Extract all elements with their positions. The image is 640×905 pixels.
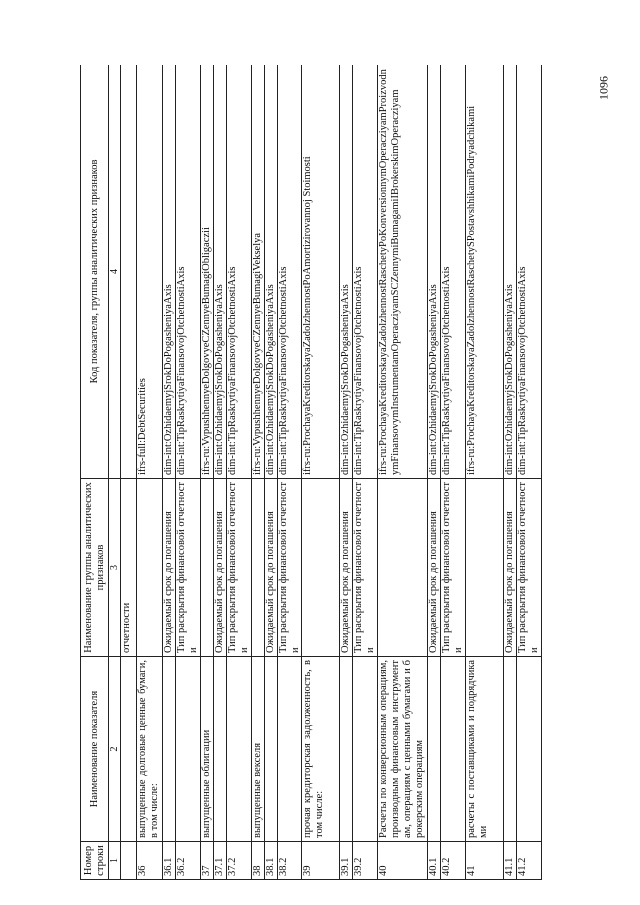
table-row	[428, 65, 441, 880]
header-group-name: Наименование группы аналитических признаков	[81, 479, 109, 657]
cell-indicator-name: выпущенные векселя	[251, 657, 264, 842]
cell-code: dim-int:TipRaskrytiyaFinansovojOtchetnostiAxis	[516, 65, 541, 479]
table-row	[163, 65, 176, 880]
cell-row-number: 40.1	[428, 842, 441, 880]
cell-indicator-name	[516, 657, 541, 842]
cell-code: dim-int:OzhidaemyjSrokDoPogasheniyaAxis	[428, 65, 441, 479]
cell-group-name	[137, 479, 163, 657]
cell-group-name: Ожидаемый срок до погашения	[214, 479, 227, 657]
cell-indicator-name	[264, 657, 277, 842]
header-code: Код показателя, группы аналитических признаков	[81, 65, 109, 479]
rotated-table-container	[80, 65, 578, 880]
cell-indicator-name	[340, 657, 353, 842]
cell-code: dim-int:TipRaskrytiyaFinansovojOtchetnostiAxis	[353, 65, 378, 479]
cell-row-number: 39.2	[353, 842, 378, 880]
cell-code: dim-int:TipRaskrytiyaFinansovojOtchetnostiAxis	[277, 65, 302, 479]
cell-row-number: 38.1	[264, 842, 277, 880]
cell-code: ifrs-full:DebtSecurities	[137, 65, 163, 479]
cell-code: dim-int:TipRaskrytiyaFinansovojOtchetnostiAxis	[441, 65, 466, 479]
cell-row-number: 38	[251, 842, 264, 880]
cell-group-name: Тип раскрытия финансовой отчетности	[353, 479, 378, 657]
cell-group-name	[378, 479, 428, 657]
table-row	[121, 65, 137, 880]
table-row	[302, 65, 340, 880]
cell-indicator-name	[163, 657, 176, 842]
cell-row-number: 38.2	[277, 842, 302, 880]
cell-code: ifrs-ru:ProchayaKreditorskayaZadolzhennostRaschetySPostavshhikamiPodryadchikami	[465, 65, 503, 479]
cell-row-number: 37.2	[227, 842, 252, 880]
cell-group-name: Ожидаемый срок до погашения	[503, 479, 516, 657]
cell-row-number: 41	[465, 842, 503, 880]
cell-group-name: Ожидаемый срок до погашения	[264, 479, 277, 657]
cell-indicator-name	[503, 657, 516, 842]
cell-indicator-name: прочая кредиторская задолженность, в том числе:	[302, 657, 340, 842]
table-row	[137, 65, 163, 880]
table-row	[378, 65, 428, 880]
cell-indicator-name	[428, 657, 441, 842]
cell-code: dim-int:OzhidaemyjSrokDoPogasheniyaAxis	[163, 65, 176, 479]
cell-row-number	[121, 842, 137, 880]
table-row	[503, 65, 516, 880]
cell-row-number: 41.1	[503, 842, 516, 880]
header-indicator-name: Наименование показателя	[81, 657, 109, 842]
cell-indicator-name: Расчеты по конверсионным операциям, производным финансовым инструментам, операциям с ценными бумагами и брокерским операциям	[378, 657, 428, 842]
cell-code: ifrs-ru:ProchayaKreditorskayaZadolzhennostPoAmortizirovannoj Stoimosti	[302, 65, 340, 479]
cell-row-number: 40	[378, 842, 428, 880]
cell-group-name: Ожидаемый срок до погашения	[428, 479, 441, 657]
cell-code: dim-int:TipRaskrytiyaFinansovojOtchetnostiAxis	[227, 65, 252, 479]
cell-row-number: 37	[201, 842, 214, 880]
header-row-number: Номер строки	[81, 842, 109, 880]
cell-code: dim-int:OzhidaemyjSrokDoPogasheniyaAxis	[264, 65, 277, 479]
cell-indicator-name: расчеты с поставщиками и подрядчиками	[465, 657, 503, 842]
cell-code: ifrs-ru:ProchayaKreditorskayaZadolzhennostRaschetyPoKonversionnymOperacziyamProizvodnymFinansovymInstrumentamOperacziyamSCZennymiBumagamiIBrokerskimOperacziyam	[378, 65, 428, 479]
cell-code: ifrs-ru:VypushhennyeDolgovyeCZennyeBumagiVekselya	[251, 65, 264, 479]
page-number: 1096	[596, 76, 611, 100]
table-row	[353, 65, 378, 880]
cell-code: dim-int:TipRaskrytiyaFinansovojOtchetnostiAxis	[176, 65, 201, 479]
cell-indicator-name	[121, 657, 137, 842]
cell-indicator-name	[227, 657, 252, 842]
cell-group-name	[201, 479, 214, 657]
cell-group-name	[302, 479, 340, 657]
cell-indicator-name	[214, 657, 227, 842]
cell-group-name: отчетности	[121, 479, 137, 657]
table-header	[81, 65, 121, 880]
cell-code	[121, 65, 137, 479]
table-row	[201, 65, 214, 880]
table-row	[340, 65, 353, 880]
cell-group-name: Ожидаемый срок до погашения	[340, 479, 353, 657]
cell-group-name	[251, 479, 264, 657]
cell-code: dim-int:OzhidaemyjSrokDoPogasheniyaAxis	[340, 65, 353, 479]
cell-group-name: Ожидаемый срок до погашения	[163, 479, 176, 657]
cell-indicator-name	[277, 657, 302, 842]
cell-code: dim-int:OzhidaemyjSrokDoPogasheniyaAxis	[214, 65, 227, 479]
cell-row-number: 39	[302, 842, 340, 880]
cell-row-number: 36.1	[163, 842, 176, 880]
cell-row-number: 36.2	[176, 842, 201, 880]
cell-group-name: Тип раскрытия финансовой отчетности	[227, 479, 252, 657]
cell-row-number: 37.1	[214, 842, 227, 880]
column-number: 1	[109, 842, 121, 880]
cell-group-name: Тип раскрытия финансовой отчетности	[441, 479, 466, 657]
cell-indicator-name	[176, 657, 201, 842]
table-row	[465, 65, 503, 880]
table-row	[264, 65, 277, 880]
cell-indicator-name	[441, 657, 466, 842]
column-number: 3	[109, 479, 121, 657]
column-number: 2	[109, 657, 121, 842]
table-row	[227, 65, 252, 880]
cell-group-name	[465, 479, 503, 657]
indicator-table-frame	[80, 65, 578, 880]
cell-group-name: Тип раскрытия финансовой отчетности	[516, 479, 541, 657]
cell-code: ifrs-ru:VypushhennyeDolgovyeCZennyeBumagiObligaczii	[201, 65, 214, 479]
cell-indicator-name: выпущенные долговые ценные бумаги, в том числе:	[137, 657, 163, 842]
table-row	[277, 65, 302, 880]
cell-group-name: Тип раскрытия финансовой отчетности	[176, 479, 201, 657]
cell-row-number: 36	[137, 842, 163, 880]
table-row	[176, 65, 201, 880]
table-body	[121, 65, 541, 880]
cell-row-number: 39.1	[340, 842, 353, 880]
cell-indicator-name: выпущенные облигации	[201, 657, 214, 842]
cell-row-number: 40.2	[441, 842, 466, 880]
table-row	[516, 65, 541, 880]
indicator-table	[80, 65, 542, 880]
table-row	[441, 65, 466, 880]
column-number: 4	[109, 65, 121, 479]
cell-row-number: 41.2	[516, 842, 541, 880]
cell-group-name: Тип раскрытия финансовой отчетности	[277, 479, 302, 657]
table-row	[251, 65, 264, 880]
cell-code: dim-int:OzhidaemyjSrokDoPogasheniyaAxis	[503, 65, 516, 479]
table-row	[214, 65, 227, 880]
cell-indicator-name	[353, 657, 378, 842]
